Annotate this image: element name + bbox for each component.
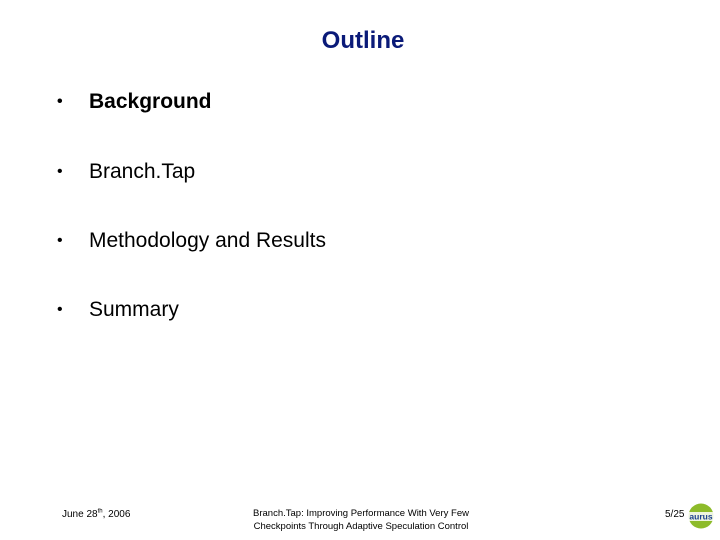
bullet-marker: •: [57, 232, 63, 249]
bullet-item-summary: [57, 296, 179, 324]
bullet-marker: •: [57, 163, 63, 180]
bullet-label: Summary: [89, 298, 179, 321]
footer-title: [230, 507, 492, 533]
footer-title-line2: Checkpoints Through Adaptive Speculation Control: [253, 521, 469, 532]
footer-date: [62, 509, 130, 521]
page-number: 5/25: [665, 509, 685, 520]
slide-title: Outline: [321, 27, 405, 54]
bullet-marker: •: [57, 93, 63, 110]
aurus-logo-icon: [686, 502, 716, 530]
footer-date-suffix: th: [97, 508, 103, 515]
bullet-label: Branch.Tap: [89, 160, 196, 183]
bullet-marker: •: [57, 301, 63, 318]
bullet-label: Background: [89, 90, 212, 113]
footer-title-line1: Branch.Tap: Improving Performance With Very Few: [253, 508, 469, 519]
bullet-label: Methodology and Results: [89, 229, 326, 252]
bullet-item-methodology: [57, 227, 326, 255]
footer-date-year: , 2006: [102, 509, 131, 520]
bullet-item-background: [57, 88, 212, 116]
logo-text: aurus: [689, 511, 713, 522]
bullet-item-branchtap: [57, 158, 195, 186]
footer-date-main: June 28: [62, 509, 98, 520]
